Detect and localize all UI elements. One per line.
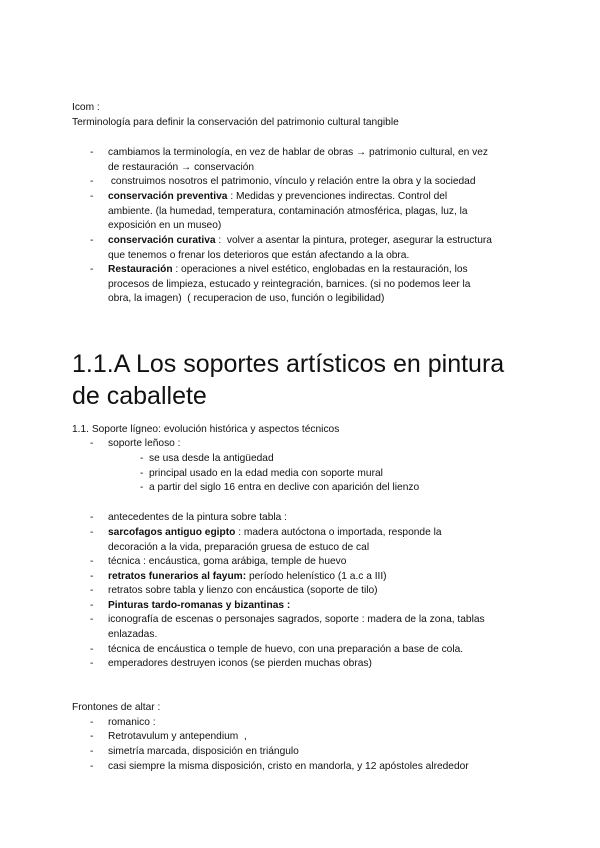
list-item-line: decoración a la vida, preparación gruesa de estuco de cal: [108, 541, 370, 553]
section-heading: [72, 348, 572, 412]
term-definition: : Medidas y prevenciones indirectas. Control del: [227, 191, 448, 202]
bullet-dash: -: [90, 556, 94, 567]
list-item-line: enlazadas.: [108, 628, 158, 640]
bullet-dash: -: [90, 600, 94, 611]
list-item-line: que tenemos o frenar los deterioros que están afectando a la obra.: [108, 249, 410, 261]
list-item-line: técnica : encáustica, goma arábiga, temple de huevo: [108, 556, 347, 567]
list-item: [90, 146, 530, 176]
list-item-line: procesos de limpieza, estucado y reintegración, barnices. (si no podemos leer la: [108, 278, 471, 290]
bullet-dash: -: [140, 468, 144, 479]
frontones-title: Frontones de altar :: [72, 702, 161, 713]
term-definition: : operaciones a nivel estético, englobadas en la restauración, los: [172, 264, 468, 275]
bullet-dash: -: [90, 761, 94, 772]
term-bold: Restauración: [108, 264, 173, 275]
list-item-line: Retrotavulum y antependium ,: [108, 731, 247, 742]
term-bold: sarcofagos antiguo egipto: [108, 527, 236, 538]
list-item-line: de restauración → conservación: [108, 161, 255, 173]
bullet-dash: -: [90, 717, 94, 728]
bullet-dash: -: [90, 512, 94, 523]
bullet-dash: -: [90, 746, 94, 757]
bullet-dash: -: [90, 527, 94, 538]
bullet-dash: -: [90, 644, 94, 655]
list-item-line: cambiamos la terminología, en vez de hablar de obras → patrimonio cultural, en vez: [108, 147, 488, 158]
intro-title: Icom :: [72, 102, 100, 113]
list-item-line: obra, la imagen) ( recuperacion de uso, función o legibilidad): [108, 293, 385, 305]
list-item-line: emperadores destruyen iconos (se pierden muchas obras): [108, 658, 372, 669]
bullet-dash: -: [140, 453, 144, 464]
subsection-title: 1.1. Soporte lígneo: evolución histórica y aspectos técnicos: [72, 424, 340, 435]
bullet-dash: -: [90, 235, 94, 246]
list-item-line: romanico :: [108, 717, 156, 728]
bullet-dash: -: [90, 571, 94, 582]
list-item-line: construimos nosotros el patrimonio, vínculo y relación entre la obra y la sociedad: [108, 176, 476, 187]
section-heading-line: 1.1.A Los soportes artísticos en pintura: [72, 350, 505, 378]
bullet-dash: -: [90, 731, 94, 742]
bullet-dash: -: [90, 264, 94, 275]
bullet-dash: -: [90, 438, 94, 449]
list-item-line: ambiente. (la humedad, temperatura, contaminación atmosférica, plagas, luz, la: [108, 205, 468, 217]
list-item-line: técnica de encáustica o temple de huevo, con una preparación a base de cola.: [108, 644, 464, 655]
term-bold: conservación preventiva: [108, 191, 228, 202]
list-item-line: iconografía de escenas o personajes sagrados, soporte : madera de la zona, tablas: [108, 614, 485, 625]
bullet-dash: -: [90, 147, 94, 158]
list-item-line: casi siempre la misma disposición, cristo en mandorla, y 12 apóstoles alrededor: [108, 761, 469, 772]
section-heading-line: de caballete: [72, 382, 207, 410]
term-definition: : madera autóctona o importada, responde la: [235, 527, 442, 538]
list-item-line: soporte leñoso :: [108, 438, 181, 449]
bullet-dash: -: [90, 614, 94, 625]
term-definition: : volver a asentar la pintura, proteger, asegurar la estructura: [215, 235, 492, 246]
sub-list-item-line: se usa desde la antigüedad: [149, 453, 274, 464]
list-item-line: exposición en un museo): [108, 220, 222, 232]
list-item-line: antecedentes de la pintura sobre tabla :: [108, 512, 287, 523]
term-bold: Pinturas tardo-romanas y bizantinas :: [108, 600, 291, 611]
bullet-dash: -: [90, 658, 94, 669]
bullet-dash: -: [90, 176, 94, 187]
term-bold: conservación curativa: [108, 235, 216, 246]
bullet-dash: -: [90, 191, 94, 202]
bullet-dash: -: [90, 585, 94, 596]
sub-list-item-line: principal usado en la edad media con soporte mural: [149, 468, 383, 479]
term-definition: período helenístico (1 a.c a III): [246, 571, 387, 582]
sub-list-item-line: a partir del siglo 16 entra en declive con aparición del lienzo: [149, 482, 420, 493]
bullet-dash: -: [140, 482, 144, 493]
list-item-line: simetría marcada, disposición en triángulo: [108, 746, 299, 757]
term-bold: retratos funerarios al fayum:: [108, 571, 247, 582]
intro-subtitle: Terminología para definir la conservación del patrimonio cultural tangible: [72, 117, 399, 128]
list-item-line: retratos sobre tabla y lienzo con encáustica (soporte de tilo): [108, 585, 378, 596]
